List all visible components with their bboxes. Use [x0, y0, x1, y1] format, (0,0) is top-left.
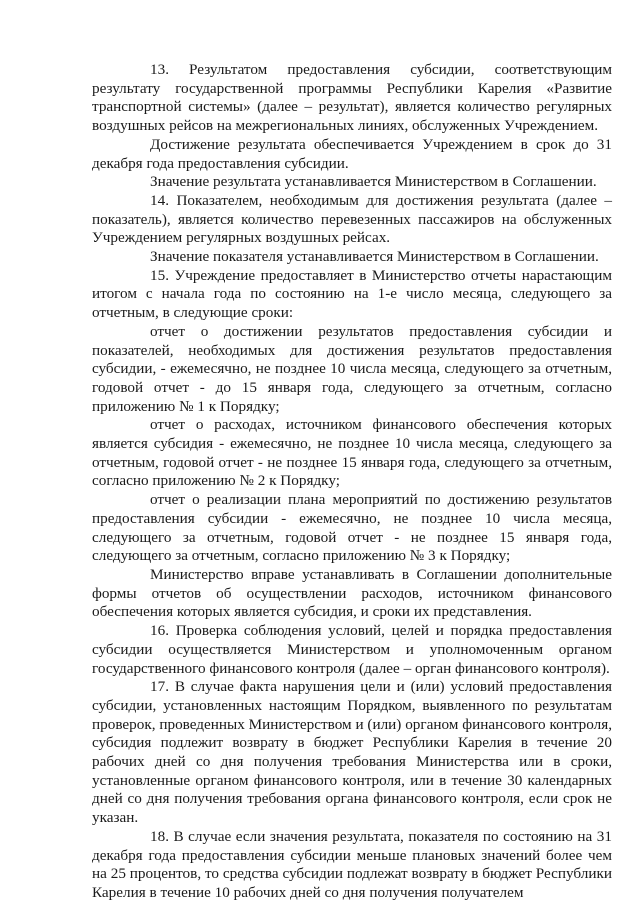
paragraph-15: 15. Учреждение предоставляет в Министерство отчеты нарастающим итогом с начала года по состоянию на 1-е число месяца, следующего за отчетным, в следующие сроки:	[92, 266, 612, 322]
paragraph-15-report-results: отчет о достижении результатов предоставления субсидии и показателей, необходимых для достижения результатов предоставления субсидии, - ежемесячно, не позднее 10 числа месяца, следующего за отчетным, годовой отчет - до 15 января года, следующего за отчетным, согласно приложению № 1 к Порядку;	[92, 322, 612, 415]
paragraph-18: 18. В случае если значения результата, показателя по состоянию на 31 декабря года предоставления субсидии меньше плановых значений более чем на 25 процентов, то средства субсидии подлежат возврату в бюджет Республики Карелия в течение 10 рабочих дней со дня получения получателем	[92, 827, 612, 901]
paragraph-14-value: Значение показателя устанавливается Министерством в Соглашении.	[150, 248, 599, 266]
paragraph-17: 17. В случае факта нарушения цели и (или) условий предоставления субсидии, установленных настоящим Порядком, выявленного по результатам проверок, проведенных Министерством и (или) органом финансового контроля, субсидия подлежит возврату в бюджет Республики Карелия в течение 20 рабочих дней со дня получения требования Министерства или в сроки, установленные органом финансового контроля, или в течение 30 календарных дней со дня получения требования органа финансового контроля, если срок не указан.	[92, 678, 612, 827]
paragraph-13-deadline: Достижение результата обеспечивается Учреждением в срок до 31 декабря года предоставления субсидии.	[92, 135, 612, 172]
paragraph-15-additional-forms: Министерство вправе устанавливать в Соглашении дополнительные формы отчетов об осуществлении расходов, источником финансового обеспечения которых является субсидия, и сроки их представления.	[92, 565, 612, 621]
paragraph-13-value: Значение результата устанавливается Министерством в Соглашении.	[150, 173, 597, 191]
paragraph-13: 13. Результатом предоставления субсидии, соответствующим результату государственной программы Республики Карелия «Развитие транспортной системы» (далее – результат), является количество регулярных воздушных рейсов на межрегиональных линиях, обслуженных Учреждением.	[92, 61, 612, 135]
paragraph-14: 14. Показателем, необходимым для достижения результата (далее – показатель), является количество перевезенных пассажиров на обслуженных Учреждением регулярных воздушных рейсах.	[92, 191, 612, 247]
paragraph-15-report-expenses: отчет о расходах, источником финансового обеспечения которых является субсидия - ежемесячно, не позднее 10 числа месяца, следующего за отчетным, годовой отчет - не позднее 15 января года, следующего за отчетным, согласно приложению № 2 к Порядку;	[92, 416, 612, 490]
paragraph-16: 16. Проверка соблюдения условий, целей и порядка предоставления субсидии осуществляется Министерством и уполномоченным органом государственного финансового контроля (далее – орган финансового контроля).	[92, 622, 612, 677]
paragraph-15-report-plan: отчет о реализации плана мероприятий по достижению результатов предоставления субсидии - ежемесячно, не позднее 10 числа месяца, следующего за отчетным, годовой отчет - не позднее 15 января года, следующего за отчетным, согласно приложению № 3 к Порядку;	[92, 491, 612, 565]
